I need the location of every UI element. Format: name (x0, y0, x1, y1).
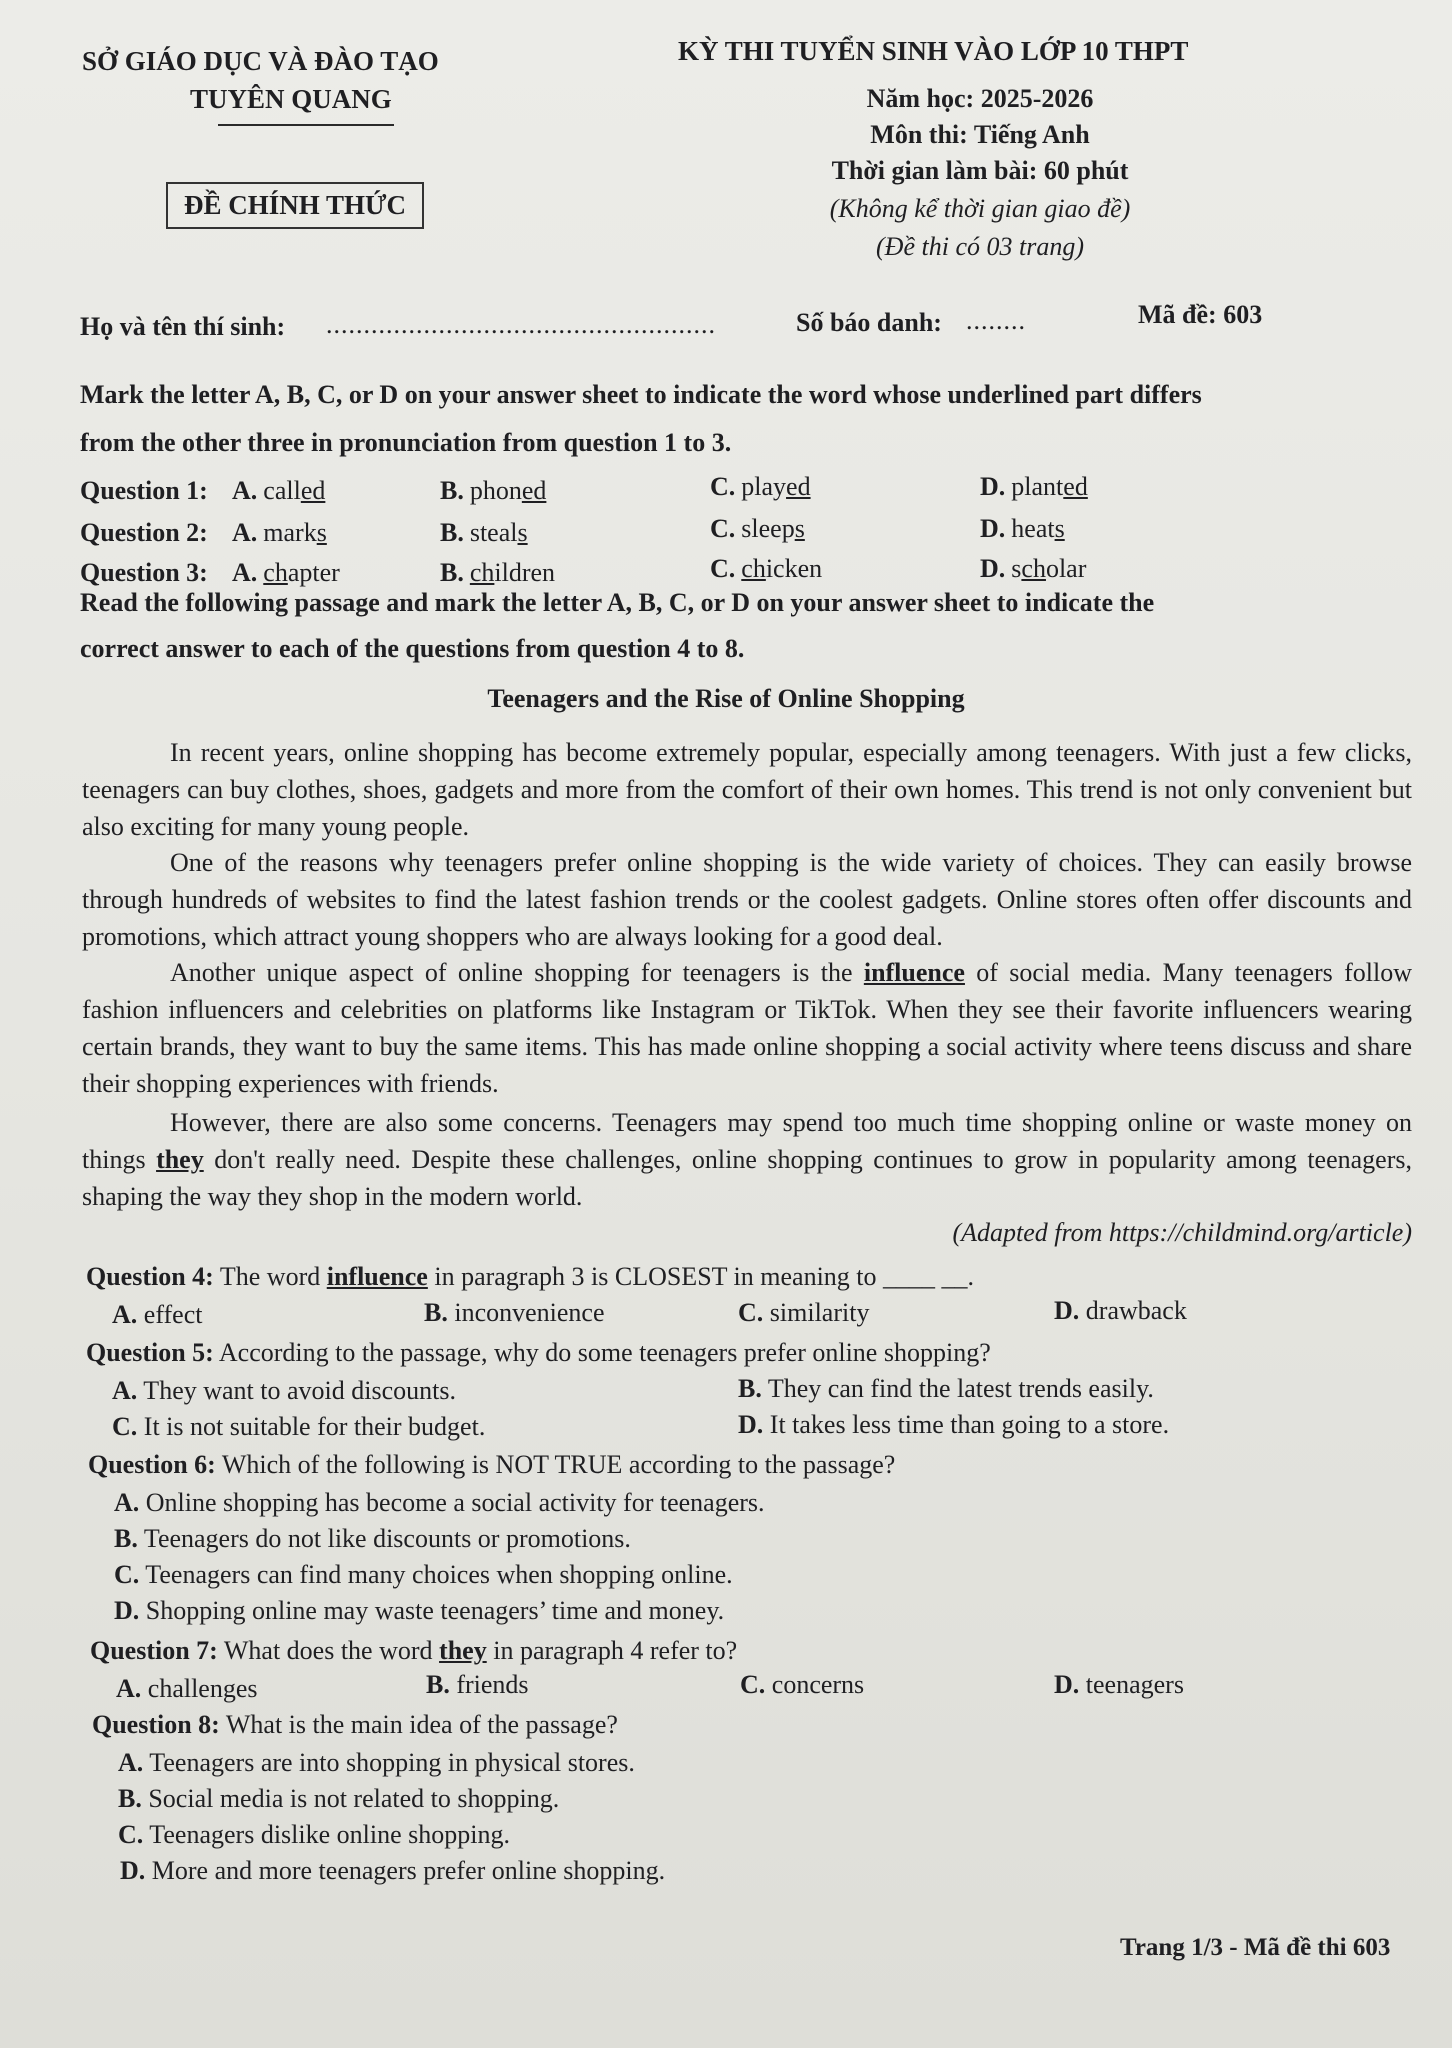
q7-option-b[interactable] (426, 1670, 529, 1700)
q6-option-b-letter: B. (114, 1524, 138, 1553)
q8-option-d-letter: D. (120, 1856, 146, 1885)
exam-title: KỲ THI TUYỂN SINH VÀO LỚP 10 THPT (678, 36, 1189, 66)
q6-label: Question 6: (88, 1450, 216, 1479)
q1-option-c-pre: play (741, 472, 787, 501)
q7-text-post: in paragraph 4 refer to? (486, 1636, 738, 1665)
q7-option-c-text: concerns (765, 1670, 865, 1699)
section1-instruction-1: Mark the letter A, B, C, or D on your answer sheet to indicate the word whose underlined part differs (80, 380, 1202, 409)
q6-text: Which of the following is NOT TRUE according to the passage? (215, 1450, 896, 1479)
q2-option-b-pre: steal (469, 518, 518, 547)
candidate-id-label: Số báo danh: (796, 308, 942, 337)
q2-option-a-letter: A. (232, 518, 258, 547)
question-7 (90, 1636, 737, 1666)
q7-text-pre: What does the word (217, 1636, 440, 1665)
school-year: Năm học: 2025-2026 (866, 84, 1094, 113)
q6-option-d-letter: D. (114, 1596, 140, 1625)
q4-option-a[interactable] (112, 1300, 202, 1330)
q2-option-d-pre: heat (1011, 514, 1055, 543)
paragraph-4-text-a: However, there are also some concerns. Teenagers may spend too much time shopping online or waste money on things (82, 1108, 1412, 1174)
section1-instruction-2: from the other three in pronunciation from question 1 to 3. (80, 428, 732, 457)
q7-option-a-text: challenges (141, 1674, 258, 1703)
question-2-label: Question 2: (80, 518, 208, 547)
q3-option-d-underlined: ch (1021, 554, 1046, 583)
question-3-option-a[interactable] (232, 558, 340, 588)
q5-option-a-text: They want to avoid discounts. (137, 1376, 456, 1405)
question-3-option-c[interactable] (710, 554, 822, 584)
time-note: (Không kể thời gian giao đề) (829, 194, 1131, 223)
paragraph-2-text: One of the reasons why teenagers prefer online shopping is the wide variety of choices. They can easily browse through hundreds of websites to find the latest fashion trends or the coolest gadgets. Online stores often offer discounts and promotions, which attract young shoppers who are always looking for a good deal. (82, 848, 1412, 951)
q5-option-b[interactable] (738, 1374, 1154, 1404)
q3-option-d-letter: D. (980, 554, 1006, 583)
q3-option-c-letter: C. (710, 554, 736, 583)
q1-option-c-letter: C. (710, 472, 736, 501)
paragraph-1 (82, 734, 1412, 845)
q4-option-d-letter: D. (1054, 1296, 1080, 1325)
q5-option-c[interactable] (112, 1412, 485, 1442)
subject: Môn thi: Tiếng Anh (870, 120, 1090, 149)
q1-option-b-letter: B. (440, 476, 464, 505)
paragraph-3 (82, 954, 1412, 1102)
q5-option-d-text: It takes less time than going to a store. (763, 1410, 1170, 1439)
q2-option-d-underlined: s (1054, 514, 1065, 543)
q3-option-c-underlined: ch (741, 554, 766, 583)
q1-option-a-underlined: ed (300, 476, 326, 505)
question-1-option-d[interactable] (980, 472, 1088, 502)
q1-option-d-letter: D. (980, 472, 1006, 501)
q3-option-a-letter: A. (232, 558, 258, 587)
q8-option-c-letter: C. (118, 1820, 144, 1849)
q8-option-b-text: Social media is not related to shopping. (141, 1784, 560, 1813)
official-stamp: ĐỀ CHÍNH THỨC (166, 182, 424, 229)
q3-option-a-post: apter (287, 558, 340, 587)
q5-option-c-letter: C. (112, 1412, 138, 1441)
q7-option-d-letter: D. (1054, 1670, 1080, 1699)
candidate-name-field[interactable]: .................................................... (326, 310, 716, 339)
section2-instruction-2: correct answer to each of the questions from question 4 to 8. (80, 634, 745, 663)
q8-option-b-letter: B. (118, 1784, 142, 1813)
q6-option-c[interactable] (114, 1560, 733, 1590)
paragraph-2 (82, 844, 1412, 955)
q8-option-c-text: Teenagers dislike online shopping. (143, 1820, 510, 1849)
page-footer: Trang 1/3 - Mã đề thi 603 (1120, 1934, 1391, 1961)
q6-option-b[interactable] (114, 1524, 631, 1554)
q6-option-b-text: Teenagers do not like discounts or promotions. (137, 1524, 631, 1553)
question-2-option-c[interactable] (710, 514, 805, 544)
exam-code: Mã đề: 603 (1138, 300, 1263, 329)
q4-keyword: influence (326, 1262, 428, 1291)
q3-option-a-underlined: ch (263, 558, 288, 587)
q8-option-d[interactable] (120, 1856, 665, 1886)
question-3-option-b[interactable] (440, 558, 555, 588)
paragraph-4-text-b: don't really need. Despite these challenges, online shopping continues to grow in popularity among teenagers, shaping the way they shop in the modern world. (82, 1145, 1412, 1211)
q6-option-d[interactable] (114, 1596, 724, 1626)
q5-option-b-letter: B. (738, 1374, 762, 1403)
q4-label: Question 4: (86, 1262, 214, 1291)
q3-option-b-post: ildren (494, 558, 556, 587)
q8-option-a-letter: A. (118, 1748, 144, 1777)
time-limit (760, 156, 1200, 186)
q4-option-a-text: effect (137, 1300, 203, 1329)
q7-option-d[interactable] (1054, 1670, 1184, 1700)
question-1-option-a[interactable] (232, 476, 325, 506)
question-1-option-b[interactable] (440, 476, 546, 506)
q7-option-a-letter: A. (116, 1674, 142, 1703)
q1-option-b-pre: phon (469, 476, 522, 505)
q8-option-c[interactable] (118, 1820, 510, 1850)
q8-option-a[interactable] (118, 1748, 635, 1778)
q7-option-c-letter: C. (740, 1670, 766, 1699)
q4-text-post: in paragraph 3 is CLOSEST in meaning to ____ __. (427, 1262, 975, 1291)
q4-option-c-letter: C. (738, 1298, 764, 1327)
question-2-option-d[interactable] (980, 514, 1065, 544)
q4-option-c-text: similarity (763, 1298, 870, 1327)
department-name: SỞ GIÁO DỤC VÀ ĐÀO TẠO (82, 46, 439, 76)
q1-option-d-pre: plant (1011, 472, 1064, 501)
q3-option-c-post: icken (765, 554, 823, 583)
province-name: TUYÊN QUANG (190, 84, 392, 114)
question-2-option-a[interactable] (232, 518, 327, 548)
q2-option-d-letter: D. (980, 514, 1006, 543)
q1-option-a-pre: call (263, 476, 301, 505)
q7-option-d-text: teenagers (1079, 1670, 1184, 1699)
q4-text-pre: The word (213, 1262, 327, 1291)
question-6 (88, 1450, 895, 1480)
q4-option-d[interactable] (1054, 1296, 1187, 1326)
q6-option-c-letter: C. (114, 1560, 140, 1589)
q3-option-d-pre: s (1011, 554, 1022, 583)
q5-option-b-text: They can find the latest trends easily. (761, 1374, 1154, 1403)
q2-option-b-letter: B. (440, 518, 464, 547)
q5-option-d[interactable] (738, 1410, 1169, 1440)
q8-option-d-text: More and more teenagers prefer online shopping. (145, 1856, 666, 1885)
header-underline (218, 124, 394, 126)
question-8 (92, 1710, 618, 1740)
q5-option-d-letter: D. (738, 1410, 764, 1439)
keyword-influence: influence (863, 958, 965, 987)
q4-option-b[interactable] (424, 1298, 605, 1328)
q3-option-d-post: olar (1045, 554, 1087, 583)
pages-note: (Đề thi có 03 trang) (876, 232, 1084, 261)
q3-option-b-letter: B. (440, 558, 464, 587)
q8-text: What is the main idea of the passage? (219, 1710, 618, 1739)
keyword-they: they (156, 1145, 204, 1174)
q2-option-c-letter: C. (710, 514, 736, 543)
paragraph-3-text-a: Another unique aspect of online shopping for teenagers is the (170, 958, 864, 987)
question-2-option-b[interactable] (440, 518, 528, 548)
q4-option-d-text: drawback (1079, 1296, 1187, 1325)
passage-source: (Adapted from https://childmind.org/article) (952, 1218, 1412, 1247)
q7-option-c[interactable] (740, 1670, 864, 1700)
q2-option-c-underlined: s (794, 514, 805, 543)
question-1-option-c[interactable] (710, 472, 811, 502)
passage-title: Teenagers and the Rise of Online Shopping (487, 684, 965, 713)
q6-option-a[interactable] (114, 1488, 765, 1518)
q5-option-a-letter: A. (112, 1376, 138, 1405)
q6-option-c-text: Teenagers can find many choices when shopping online. (139, 1560, 733, 1589)
q7-label: Question 7: (90, 1636, 218, 1665)
q4-option-b-letter: B. (424, 1298, 448, 1327)
q6-option-a-text: Online shopping has become a social activity for teenagers. (139, 1488, 765, 1517)
q2-option-a-pre: mark (263, 518, 317, 547)
question-3-label: Question 3: (80, 558, 208, 587)
candidate-name-label: Họ và tên thí sinh: (80, 312, 286, 341)
time-limit-text: Thời gian làm bài: 60 phút (831, 156, 1129, 185)
q8-option-b[interactable] (118, 1784, 559, 1814)
question-5 (86, 1338, 991, 1368)
paragraph-4 (82, 1104, 1412, 1215)
question-1-label: Question 1: (80, 476, 208, 505)
q5-option-c-text: It is not suitable for their budget. (137, 1412, 486, 1441)
q7-keyword: they (439, 1636, 487, 1665)
paragraph-1-text: In recent years, online shopping has become extremely popular, especially among teenagers. With just a few clicks, teenagers can buy clothes, shoes, gadgets and more from the comfort of their own homes. This trend is not only convenient but also exciting for many young people. (82, 738, 1412, 841)
q1-option-d-underlined: ed (1063, 472, 1088, 501)
q7-option-b-letter: B. (426, 1670, 450, 1699)
q4-option-c[interactable] (738, 1298, 869, 1328)
candidate-id-field[interactable]: ........ (966, 306, 1026, 335)
section2-instruction-1: Read the following passage and mark the letter A, B, C, or D on your answer sheet to indicate the (80, 588, 1155, 617)
q5-label: Question 5: (86, 1338, 214, 1367)
q6-option-a-letter: A. (114, 1488, 140, 1517)
q7-option-a[interactable] (116, 1674, 258, 1704)
q1-option-a-letter: A. (232, 476, 258, 505)
q1-option-b-underlined: ed (521, 476, 547, 505)
q5-option-a[interactable] (112, 1376, 456, 1406)
q6-option-d-text: Shopping online may waste teenagers’ time and money. (139, 1596, 725, 1625)
q5-text: According to the passage, why do some teenagers prefer online shopping? (213, 1338, 991, 1367)
q2-option-a-underlined: s (316, 518, 327, 547)
question-3-option-d[interactable] (980, 554, 1086, 584)
q4-option-b-text: inconvenience (447, 1298, 605, 1327)
q2-option-b-underlined: s (517, 518, 528, 547)
q7-option-b-text: friends (449, 1670, 529, 1699)
q8-label: Question 8: (92, 1710, 220, 1739)
q3-option-b-underlined: ch (469, 558, 495, 587)
question-4 (86, 1262, 974, 1292)
q2-option-c-pre: sleep (741, 514, 795, 543)
paragraph-3-text-b: of social media. Many teenagers follow fashion influencers and celebrities on platforms like Instagram or TikTok. When they see their favorite influencers wearing certain brands, they want to buy the same items. This has made online shopping a social activity where teens discuss and share their shopping experiences with friends. (82, 958, 1412, 1098)
q1-option-c-underlined: ed (786, 472, 811, 501)
q4-option-a-letter: A. (112, 1300, 138, 1329)
q8-option-a-text: Teenagers are into shopping in physical stores. (143, 1748, 635, 1777)
